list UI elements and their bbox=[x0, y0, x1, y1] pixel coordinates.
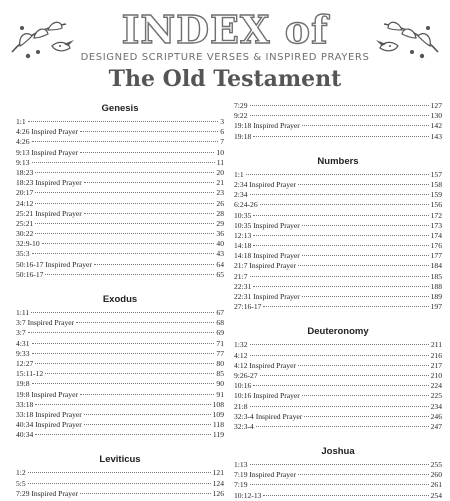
page-number: 197 bbox=[430, 302, 442, 312]
page-number: 255 bbox=[430, 460, 442, 470]
verse-reference: 4:31 bbox=[16, 338, 30, 348]
index-entry bbox=[16, 479, 224, 489]
verse-reference: 1:2 bbox=[16, 468, 26, 478]
page-number: 234 bbox=[430, 401, 442, 411]
page-number: 260 bbox=[430, 470, 442, 480]
dot-leader bbox=[31, 312, 214, 313]
dot-leader bbox=[253, 385, 428, 386]
page-number: 91 bbox=[216, 389, 224, 399]
page-number: 118 bbox=[212, 420, 224, 430]
verse-reference: 20:17 bbox=[16, 188, 34, 198]
page-number: 77 bbox=[216, 348, 224, 358]
index-entry bbox=[16, 369, 224, 379]
dot-leader bbox=[45, 274, 214, 275]
verse-reference: 7:19 Inspired Prayer bbox=[234, 470, 296, 480]
dot-leader bbox=[84, 414, 211, 415]
verse-reference: 32:3-4 Inspired Prayer bbox=[234, 411, 303, 421]
page-number: 189 bbox=[430, 292, 442, 301]
dot-leader bbox=[250, 484, 429, 485]
index-entry bbox=[16, 137, 224, 147]
verse-reference: 21:7 bbox=[234, 271, 248, 281]
dot-leader bbox=[250, 276, 429, 277]
index-entry bbox=[234, 211, 442, 221]
page-number: 26 bbox=[216, 198, 224, 208]
index-entry bbox=[234, 460, 442, 470]
book-title: Exodus bbox=[102, 294, 138, 305]
index-entry bbox=[16, 249, 224, 259]
dot-leader bbox=[250, 464, 429, 465]
index-entry bbox=[16, 229, 224, 239]
index-entry bbox=[16, 400, 224, 410]
dot-leader bbox=[32, 383, 215, 384]
page-number: 261 bbox=[430, 480, 442, 490]
book-title: Leviticus bbox=[99, 454, 141, 466]
page-number: 246 bbox=[430, 411, 442, 421]
dot-leader bbox=[253, 136, 428, 137]
index-entry bbox=[16, 260, 224, 270]
dot-leader bbox=[253, 235, 428, 236]
verse-reference: 10:35 Inspired Prayer bbox=[234, 220, 300, 230]
index-entry bbox=[234, 381, 442, 391]
verse-reference: 3:7 Inspired Prayer bbox=[16, 318, 75, 328]
dot-leader bbox=[298, 265, 429, 266]
dot-leader bbox=[35, 203, 214, 204]
verse-reference: 14:18 Inspired Prayer bbox=[234, 251, 300, 261]
dot-leader bbox=[35, 363, 214, 364]
index-entry bbox=[234, 170, 442, 180]
dot-leader bbox=[80, 131, 218, 132]
page-number: 28 bbox=[216, 208, 224, 218]
dot-leader bbox=[28, 472, 211, 473]
dot-leader bbox=[80, 394, 214, 395]
index-entry bbox=[234, 231, 442, 241]
verse-reference: 1:32 bbox=[234, 340, 248, 350]
page-number: 156 bbox=[430, 200, 442, 210]
index-entry bbox=[234, 190, 442, 200]
page-number: 85 bbox=[216, 369, 224, 379]
page-number: 71 bbox=[216, 338, 224, 348]
verse-reference: 1:1 bbox=[16, 117, 26, 126]
index-entry bbox=[16, 359, 224, 369]
index-entry bbox=[16, 158, 224, 168]
section-gap bbox=[16, 440, 224, 452]
page-number: 21 bbox=[216, 178, 224, 188]
section-gap bbox=[234, 312, 442, 324]
index-entry bbox=[16, 178, 224, 188]
dot-leader bbox=[28, 483, 211, 484]
verse-reference: 12:27 bbox=[16, 358, 34, 368]
dot-leader bbox=[302, 255, 429, 256]
dot-leader bbox=[250, 105, 429, 106]
index-entry bbox=[16, 239, 224, 249]
index-title: INDEX of bbox=[121, 7, 329, 52]
page-number: 124 bbox=[212, 478, 224, 488]
page-number: 40 bbox=[216, 239, 224, 249]
page-number: 177 bbox=[430, 251, 442, 261]
page-number: 7 bbox=[220, 137, 224, 147]
verse-reference: 4:12 Inspired Prayer bbox=[234, 360, 296, 370]
page-number: 176 bbox=[430, 241, 442, 251]
verse-reference: 32:3-4 bbox=[234, 421, 254, 431]
verse-reference: 3:7 bbox=[16, 328, 26, 338]
dot-leader bbox=[263, 306, 428, 307]
verse-reference: 27:16-17 bbox=[234, 302, 262, 312]
index-entry bbox=[16, 349, 224, 359]
section-gap bbox=[234, 142, 442, 154]
page-number: 211 bbox=[430, 340, 442, 350]
page-number: 142 bbox=[430, 121, 442, 131]
verse-reference: 19:18 Inspired Prayer bbox=[234, 121, 300, 131]
dot-leader bbox=[35, 233, 214, 234]
dot-leader bbox=[263, 495, 428, 496]
verse-reference: 21:7 Inspired Prayer bbox=[234, 261, 296, 271]
page-number: 68 bbox=[216, 318, 224, 328]
dot-leader bbox=[260, 204, 429, 205]
dot-leader bbox=[84, 213, 215, 214]
index-entry bbox=[16, 420, 224, 430]
index-entry bbox=[16, 168, 224, 178]
book-title: Numbers bbox=[317, 155, 359, 167]
page-number: 29 bbox=[216, 218, 224, 228]
dot-leader bbox=[76, 322, 214, 323]
page-number: 65 bbox=[216, 269, 224, 279]
verse-reference: 9:22 bbox=[234, 111, 248, 121]
dot-leader bbox=[35, 434, 211, 435]
dot-leader bbox=[253, 215, 428, 216]
page-number: 127 bbox=[430, 101, 442, 110]
index-entry bbox=[16, 390, 224, 400]
dot-leader bbox=[32, 253, 215, 254]
index-entry bbox=[234, 241, 442, 251]
dot-leader bbox=[42, 243, 215, 244]
page-number: 3 bbox=[220, 117, 224, 126]
verse-reference: 15:11-12 bbox=[16, 369, 44, 379]
verse-reference: 50:16-17 Inspired Prayer bbox=[16, 259, 92, 269]
dot-leader bbox=[32, 141, 219, 142]
dot-leader bbox=[298, 184, 429, 185]
page-number: 216 bbox=[430, 350, 442, 360]
verse-reference: 18:23 bbox=[16, 167, 34, 177]
verse-reference: 33:18 bbox=[16, 399, 34, 409]
verse-reference: 22:31 bbox=[234, 281, 252, 291]
index-entry bbox=[234, 340, 442, 350]
verse-reference: 4:26 Inspired Prayer bbox=[16, 127, 78, 137]
verse-reference: 10:16 bbox=[234, 381, 252, 391]
page-number: 184 bbox=[430, 261, 442, 271]
dot-leader bbox=[298, 474, 429, 475]
index-entry bbox=[234, 282, 442, 292]
dot-leader bbox=[260, 375, 429, 376]
dot-leader bbox=[32, 343, 215, 344]
index-column-left bbox=[16, 101, 224, 499]
page-number: 225 bbox=[430, 391, 442, 401]
dot-leader bbox=[28, 332, 215, 333]
page-number: 80 bbox=[216, 358, 224, 368]
index-entry bbox=[234, 121, 442, 131]
index-entry bbox=[234, 480, 442, 490]
page-number: 119 bbox=[212, 430, 224, 440]
verse-reference: 9:13 Inspired Prayer bbox=[16, 147, 78, 157]
index-subtitle: DESIGNED SCRIPTURE VERSES & INSPIRED PRAYERS bbox=[80, 52, 370, 63]
dot-leader bbox=[35, 192, 214, 193]
dot-leader bbox=[35, 223, 214, 224]
index-entry bbox=[234, 491, 442, 501]
dot-leader bbox=[302, 395, 429, 396]
index-entry bbox=[16, 339, 224, 349]
index-entry bbox=[234, 470, 442, 480]
verse-reference: 40:34 Inspired Prayer bbox=[16, 420, 82, 430]
index-entry bbox=[234, 302, 442, 312]
page-number: 10 bbox=[216, 147, 224, 157]
page-number: 43 bbox=[216, 249, 224, 259]
dot-leader bbox=[253, 286, 428, 287]
dot-leader bbox=[250, 406, 429, 407]
verse-reference: 22:31 Inspired Prayer bbox=[234, 292, 300, 301]
verse-reference: 9:26-27 bbox=[234, 370, 258, 380]
verse-reference: 7:29 bbox=[234, 101, 248, 110]
verse-reference: 9:33 bbox=[16, 348, 30, 358]
verse-reference: 24:12 bbox=[16, 198, 34, 208]
section-gap bbox=[16, 280, 224, 292]
page-number: 174 bbox=[430, 230, 442, 240]
verse-reference: 35:3 bbox=[16, 249, 30, 259]
verse-reference: 40:34 bbox=[16, 430, 34, 440]
page-number: 90 bbox=[216, 379, 224, 389]
verse-reference: 10:35 bbox=[234, 210, 252, 220]
page-number: 143 bbox=[430, 131, 442, 141]
verse-reference: 19:18 bbox=[234, 131, 252, 141]
index-entry bbox=[234, 111, 442, 121]
index-entry bbox=[234, 180, 442, 190]
verse-reference: 19:8 Inspired Prayer bbox=[16, 389, 78, 399]
page-number: 210 bbox=[430, 370, 442, 380]
dot-leader bbox=[246, 174, 429, 175]
index-entry bbox=[234, 422, 442, 432]
verse-reference: 25:21 Inspired Prayer bbox=[16, 208, 82, 218]
page-number: 130 bbox=[430, 111, 442, 121]
testament-title: The Old Testament bbox=[108, 66, 342, 92]
dot-leader bbox=[304, 416, 428, 417]
page-number: 67 bbox=[216, 308, 224, 317]
index-entry bbox=[234, 292, 442, 302]
index-entry bbox=[16, 328, 224, 338]
dot-leader bbox=[32, 162, 215, 163]
section-gap bbox=[234, 432, 442, 444]
page-number: 224 bbox=[430, 381, 442, 391]
verse-reference: 50:16-17 bbox=[16, 269, 44, 279]
dot-leader bbox=[302, 125, 429, 126]
index-entry bbox=[16, 489, 224, 499]
verse-reference: 21:8 bbox=[234, 401, 248, 411]
index-entry bbox=[16, 270, 224, 280]
verse-reference: 18:23 Inspired Prayer bbox=[16, 178, 82, 188]
book-title: Genesis bbox=[101, 103, 139, 114]
dot-leader bbox=[302, 225, 429, 226]
page-number: 6 bbox=[220, 127, 224, 137]
index-entry bbox=[16, 209, 224, 219]
index-entry bbox=[16, 379, 224, 389]
dot-leader bbox=[250, 115, 429, 116]
index-entry bbox=[16, 199, 224, 209]
index-entry bbox=[16, 430, 224, 440]
verse-reference: 19:8 bbox=[16, 379, 30, 389]
page-number: 173 bbox=[430, 220, 442, 230]
dot-leader bbox=[45, 373, 214, 374]
page-number: 157 bbox=[430, 169, 442, 179]
index-entry bbox=[234, 412, 442, 422]
index-entry bbox=[234, 351, 442, 361]
verse-reference: 2:34 Inspired Prayer bbox=[234, 179, 296, 189]
index-entry bbox=[234, 402, 442, 412]
page-number: 20 bbox=[216, 167, 224, 177]
page-number: 109 bbox=[212, 409, 224, 419]
index-entry bbox=[234, 221, 442, 231]
page-number: 121 bbox=[212, 468, 224, 478]
verse-reference: 25:21 bbox=[16, 218, 34, 228]
page-number: 254 bbox=[430, 490, 442, 500]
verse-reference: 9:13 bbox=[16, 157, 30, 167]
index-entry bbox=[16, 318, 224, 328]
dot-leader bbox=[256, 426, 429, 427]
verse-reference: 7:29 Inspired Prayer bbox=[16, 488, 78, 498]
page-number: 69 bbox=[216, 328, 224, 338]
book-title: Joshua bbox=[321, 446, 355, 458]
page-number: 158 bbox=[430, 179, 442, 189]
index-entry bbox=[16, 468, 224, 478]
dot-leader bbox=[94, 264, 214, 265]
page-number: 126 bbox=[212, 488, 224, 498]
dot-leader bbox=[298, 365, 429, 366]
page-number: 11 bbox=[216, 157, 224, 167]
verse-reference: 4:26 bbox=[16, 137, 30, 147]
dot-leader bbox=[250, 355, 429, 356]
verse-reference: 4:12 bbox=[234, 350, 248, 360]
verse-reference: 10:16 Inspired Prayer bbox=[234, 391, 300, 401]
index-entry bbox=[234, 200, 442, 210]
verse-reference: 1:11 bbox=[16, 308, 30, 317]
verse-reference: 5:5 bbox=[16, 478, 26, 488]
index-entry bbox=[234, 261, 442, 271]
verse-reference: 7:19 bbox=[234, 480, 248, 490]
dot-leader bbox=[35, 172, 214, 173]
index-header bbox=[0, 0, 450, 100]
verse-reference: 2:34 bbox=[234, 190, 248, 200]
book-title: Deuteronomy bbox=[307, 326, 369, 338]
dot-leader bbox=[250, 194, 429, 195]
page-number: 247 bbox=[430, 421, 442, 431]
page-number: 23 bbox=[216, 188, 224, 198]
page-number: 108 bbox=[212, 399, 224, 409]
dot-leader bbox=[35, 404, 210, 405]
page-number: 185 bbox=[430, 271, 442, 281]
verse-reference: 14:18 bbox=[234, 241, 252, 251]
index-entry bbox=[16, 117, 224, 127]
index-entry bbox=[234, 391, 442, 401]
index-entry bbox=[234, 101, 442, 111]
dot-leader bbox=[302, 296, 429, 297]
dot-leader bbox=[253, 245, 428, 246]
index-entry bbox=[16, 219, 224, 229]
verse-reference: 1:1 bbox=[234, 169, 244, 179]
index-entry bbox=[234, 272, 442, 282]
index-entry bbox=[16, 308, 224, 318]
index-entry bbox=[234, 361, 442, 371]
dot-leader bbox=[80, 493, 211, 494]
verse-reference: 1:13 bbox=[234, 460, 248, 470]
dot-leader bbox=[32, 353, 215, 354]
page-number: 159 bbox=[430, 190, 442, 200]
verse-reference: 6:24-26 bbox=[234, 200, 258, 210]
verse-reference: 12:13 bbox=[234, 230, 252, 240]
verse-reference: 32:9-10 bbox=[16, 239, 40, 249]
verse-reference: 10:12-13 bbox=[234, 490, 262, 500]
index-column-right bbox=[234, 101, 442, 501]
index-entry bbox=[16, 188, 224, 198]
dot-leader bbox=[84, 182, 215, 183]
page-number: 172 bbox=[430, 210, 442, 220]
dot-leader bbox=[28, 121, 218, 122]
page-number: 188 bbox=[430, 281, 442, 291]
index-entry bbox=[16, 148, 224, 158]
page-number: 217 bbox=[430, 360, 442, 370]
index-entry bbox=[234, 371, 442, 381]
page-number: 64 bbox=[216, 259, 224, 269]
index-entry bbox=[16, 410, 224, 420]
dot-leader bbox=[250, 344, 429, 345]
index-entry bbox=[16, 127, 224, 137]
dot-leader bbox=[80, 152, 214, 153]
verse-reference: 33:18 Inspired Prayer bbox=[16, 409, 82, 419]
dot-leader bbox=[84, 424, 211, 425]
index-entry bbox=[234, 251, 442, 261]
verse-reference: 30:22 bbox=[16, 229, 34, 239]
page-number: 36 bbox=[216, 229, 224, 239]
index-entry bbox=[234, 132, 442, 142]
